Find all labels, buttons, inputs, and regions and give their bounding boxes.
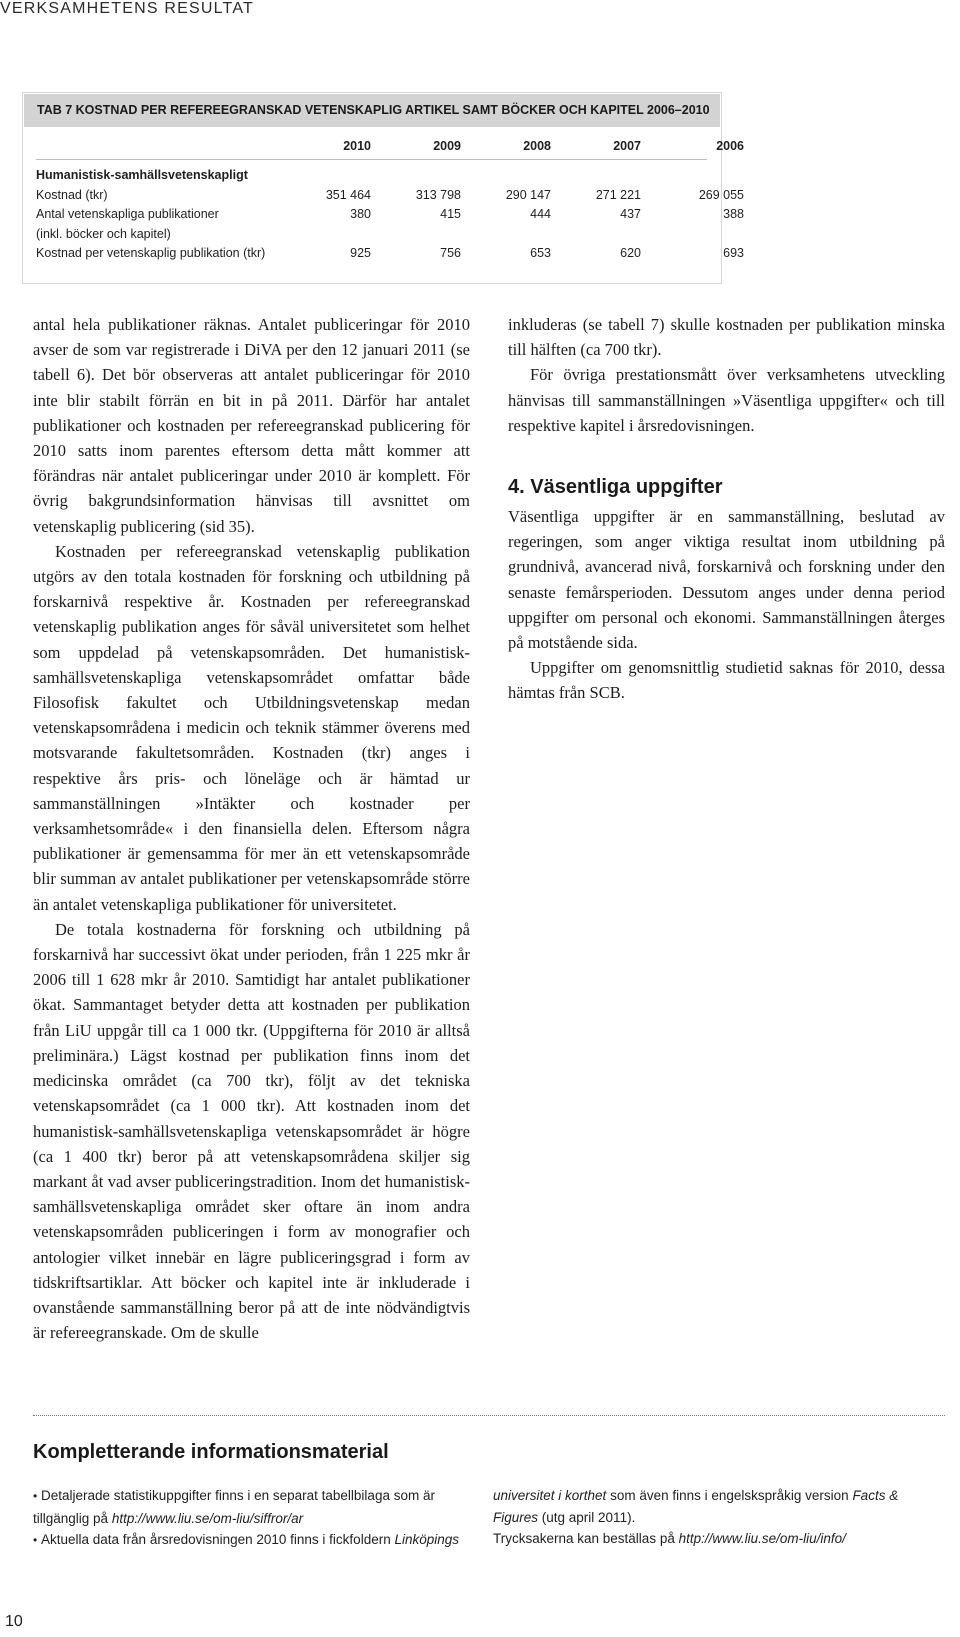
cell: 269 055 bbox=[698, 187, 744, 202]
cell: 271 221 bbox=[595, 187, 641, 202]
year-header: 2006 bbox=[716, 139, 744, 153]
cell: 313 798 bbox=[415, 187, 461, 202]
body-paragraph: inkluderas (se tabell 7) skulle kostnaden per publikation minska till hälften (ca 700 tkr). bbox=[508, 315, 945, 360]
body-paragraph: Väsentliga uppgifter är en sammanställning, beslutad av regeringen, som anger viktiga resultat inom utbildning på grundnivå, avancerad nivå, forskarnivå och forskning under den senaste femårsperioden. Dessutom anges under denna period uppgifter om personal och ekonomi. Sammanställningen återges på motstående sida. bbox=[508, 507, 945, 653]
left-column bbox=[33, 312, 470, 1345]
cell: 653 bbox=[530, 246, 551, 260]
cost-table bbox=[22, 92, 744, 284]
row-label: (inkl. böcker och kapitel) bbox=[36, 226, 171, 241]
cell: 693 bbox=[723, 246, 744, 260]
right-column bbox=[508, 312, 945, 706]
cell: 437 bbox=[620, 207, 641, 221]
stats-link[interactable]: http://www.liu.se/om-liu/siffror/ar bbox=[111, 1510, 304, 1526]
table-row bbox=[36, 205, 744, 225]
section-label: Humanistisk-samhällsvetenskapligt bbox=[36, 168, 248, 182]
section-divider bbox=[33, 1415, 945, 1416]
cell: 388 bbox=[723, 207, 744, 221]
cell: 415 bbox=[440, 207, 461, 221]
info-text: Trycksakerna kan beställas på http://www.liu.se/om-liu/info/ bbox=[493, 1531, 846, 1546]
running-header: VERKSAMHETENS RESULTAT bbox=[0, 0, 254, 17]
bullet-icon: • bbox=[33, 1489, 38, 1503]
body-paragraph: Uppgifter om genomsnittlig studietid saknas för 2010, dessa hämtas från SCB. bbox=[508, 658, 945, 703]
order-link[interactable]: http://www.liu.se/om-liu/info/ bbox=[678, 1531, 846, 1546]
year-header: 2010 bbox=[343, 139, 371, 153]
section-heading: 4. Väsentliga uppgifter bbox=[508, 476, 723, 499]
info-bullet: • Detaljerade statistikuppgifter finns i en separat tabellbilaga som är tillgänglig på http://www.liu.se/om-liu/siffror/ar bbox=[33, 1488, 435, 1526]
row-label: Antal vetenskapliga publikationer bbox=[36, 207, 219, 221]
row-label: Kostnad (tkr) bbox=[36, 187, 108, 202]
table-row bbox=[36, 225, 707, 245]
cell: 351 464 bbox=[325, 187, 371, 202]
table-header-row bbox=[36, 133, 744, 160]
cell: 380 bbox=[350, 207, 371, 221]
table-row bbox=[36, 244, 744, 264]
cell: 444 bbox=[530, 207, 551, 221]
info-title: Kompletterande informationsmaterial bbox=[33, 1441, 389, 1463]
body-paragraph: antal hela publikationer räknas. Antalet publiceringar för 2010 avser de som var registrerade i DiVA per den 12 januari 2011 (se tabell 6). Det bör observeras att antalet publiceringar för 2010 inte blir stabilt förrän en bit in på 2011. Därför har antalet publikationer och kostnaden per refereegranskad publicering för 2010 satts inom parentes eftersom detta mått kommer att förändras när antalet publiceringar under 2010 är komplett. För övrig bakgrundsinformation hänvisas till avsnittet om vetenskaplig publicering (sid 35). bbox=[33, 315, 470, 536]
body-paragraph: För övriga prestationsmått över verksamhetens utveckling hänvisas till sammanställningen »Väsentliga uppgifter« och till respektive kapitel i årsredovisningen. bbox=[508, 365, 945, 435]
cell: 620 bbox=[620, 246, 641, 260]
cell: 290 147 bbox=[505, 187, 551, 202]
year-header: 2009 bbox=[433, 139, 461, 153]
info-right-column bbox=[493, 1485, 933, 1550]
table-section-row bbox=[36, 166, 707, 186]
row-label: Kostnad per vetenskaplig publikation (tkr) bbox=[36, 246, 266, 260]
body-paragraph: Kostnaden per refereegranskad vetenskaplig publikation utgörs av den totala kostnaden för forskning och utbildning på forskarnivå respektive år. Kostnaden per refereegranskad vetenskaplig publikation anges för såväl universitetet som helhet som uppdelad på vetenskapsområden. Det humanistisk-samhällsvetenskapliga vetenskapsområdet omfattar både Filosofisk fakultet och Utbildningsvetenskap medan vetenskapsområdena i medicin och teknik stämmer överens med motsvarande fakultetsområden. Kostnaden (tkr) anges i respektive års pris- och löneläge och är hämtad ur sammanställningen »Intäkter och kostnader per verksamhetsområde« i den finansiella delen. Eftersom några publikationer är gemensamma för mer än ett vetenskapsområde blir summan av antalet publikationer per vetenskapsområde större än antalet vetenskapliga publikationer för universitetet. bbox=[33, 541, 470, 914]
info-bullet: • Aktuella data från årsredovisningen 2010 finns i fickfoldern Linköpings bbox=[33, 1529, 463, 1552]
year-header: 2007 bbox=[613, 139, 641, 153]
cell: 756 bbox=[440, 246, 461, 260]
info-text: universitet i korthet som även finns i engelskspråkig version Facts & Figures (utg april 2011). bbox=[493, 1488, 899, 1525]
table-row bbox=[36, 186, 744, 206]
table-body bbox=[36, 133, 744, 264]
info-left-column bbox=[33, 1485, 463, 1552]
table-title: TAB 7 KOSTNAD PER REFEREEGRANSKAD VETENSKAPLIG ARTIKEL SAMT BÖCKER OCH KAPITEL 2006–2010 bbox=[24, 94, 720, 127]
page-number: 10 bbox=[5, 1613, 23, 1630]
cell: 925 bbox=[350, 246, 371, 260]
body-paragraph: De totala kostnaderna för forskning och utbildning på forskarnivå har successivt ökat under perioden, från 1 225 mkr år 2006 till 1 628 mkr år 2010. Samtidigt har antalet publikationer ökat. Sammantaget betyder detta att kostnaden per publikation från LiU uppgår till ca 1 000 tkr. (Uppgifterna för 2010 är alltså preliminära.) Lägst kostnad per publikation finns inom det medicinska området (ca 700 tkr), följt av det tekniska vetenskapsområdet (ca 1 000 tkr). Att kostnaden inom det humanistisk-samhällsvetenskapliga vetenskapsområdet är högre (ca 1 400 tkr) beror på att vetenskapsområdena skiljer sig markant åt vad avser publiceringstradition. Inom det humanistisk-samhällsvetenskapliga området sker oftare än inom andra vetenskapsområden publiceringen i form av monografier och antologier vilket innebär en lägre publiceringsgrad i form av tidskriftsartiklar. Att böcker och kapitel inte är inkluderade i ovanstående sammanställning beror på att de inte nödvändigtvis är refereegranskade. Om de skulle bbox=[33, 919, 470, 1343]
bullet-icon: • bbox=[33, 1533, 38, 1547]
year-header: 2008 bbox=[523, 139, 551, 153]
